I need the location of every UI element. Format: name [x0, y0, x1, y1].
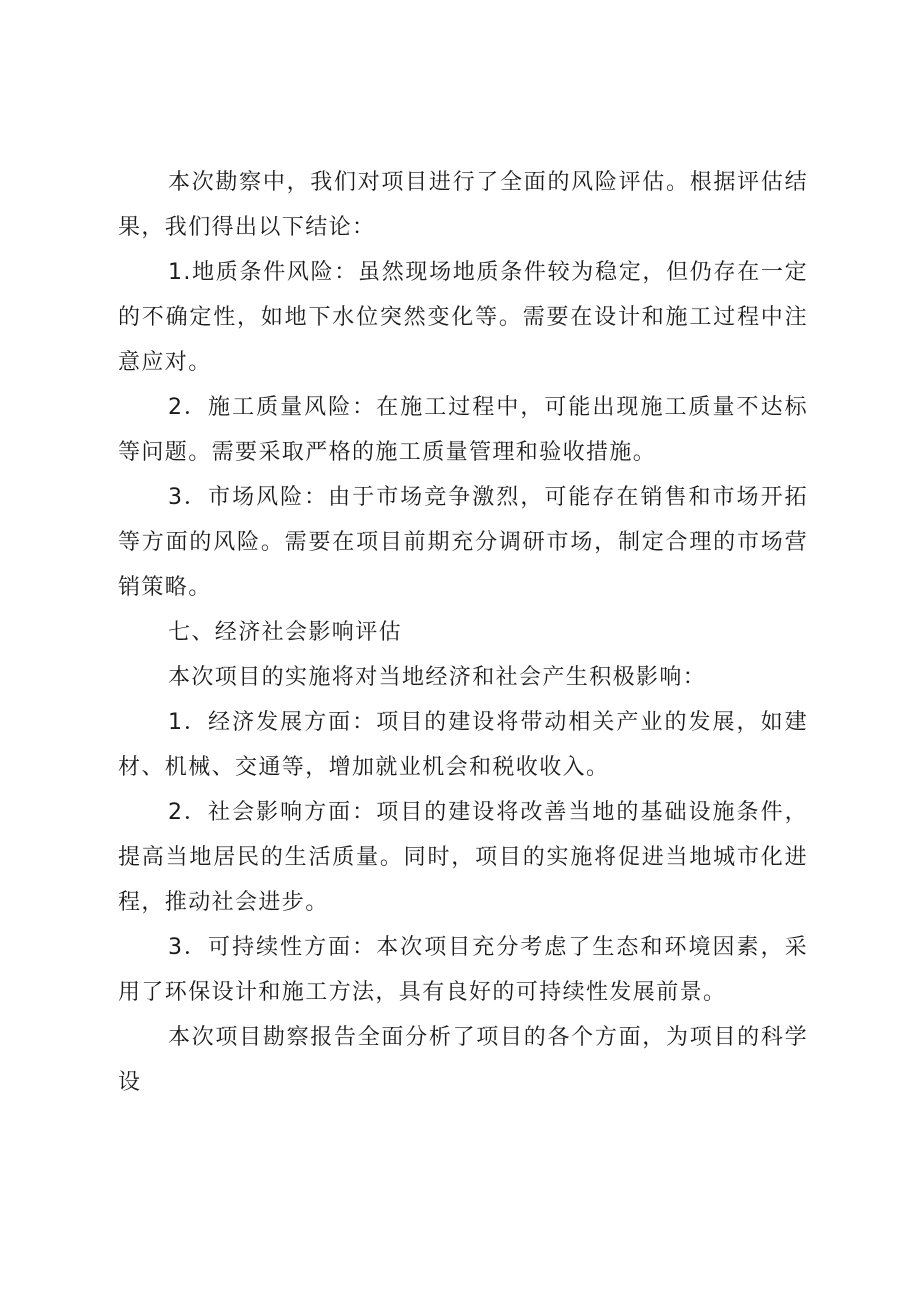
sustainability-paragraph: 3．可持续性方面：本次项目充分考虑了生态和环境因素，采用了环保设计和施工方法，具有良好的可持续性发展前景。 [118, 935, 808, 1005]
section-heading: 七、经济社会影响评估 [168, 620, 403, 645]
conclusion-paragraph: 本次项目勘察报告全面分析了项目的各个方面，为项目的科学设 [118, 1025, 808, 1095]
economic-impact-paragraph: 1．经济发展方面：项目的建设将带动相关产业的发展，如建材、机械、交通等，增加就业机会和税收收入。 [118, 710, 808, 780]
risk-intro-paragraph: 本次勘察中，我们对项目进行了全面的风险评估。根据评估结果，我们得出以下结论： [118, 170, 808, 240]
social-impact-paragraph: 2．社会影响方面：项目的建设将改善当地的基础设施条件，提高当地居民的生活质量。同时，项目的实施将促进当地城市化进程，推动社会进步。 [118, 800, 808, 915]
construction-quality-risk-paragraph: 2．施工质量风险：在施工过程中，可能出现施工质量不达标等问题。需要采取严格的施工质量管理和验收措施。 [118, 395, 808, 465]
geology-risk-paragraph: 1.地质条件风险：虽然现场地质条件较为稳定，但仍存在一定的不确定性，如地下水位突然变化等。需要在设计和施工过程中注意应对。 [118, 260, 808, 375]
impact-intro-paragraph: 本次项目的实施将对当地经济和社会产生积极影响： [168, 665, 707, 690]
market-risk-paragraph: 3．市场风险：由于市场竞争激烈，可能存在销售和市场开拓等方面的风险。需要在项目前期充分调研市场，制定合理的市场营销策略。 [118, 485, 808, 600]
document-body [118, 160, 808, 1105]
